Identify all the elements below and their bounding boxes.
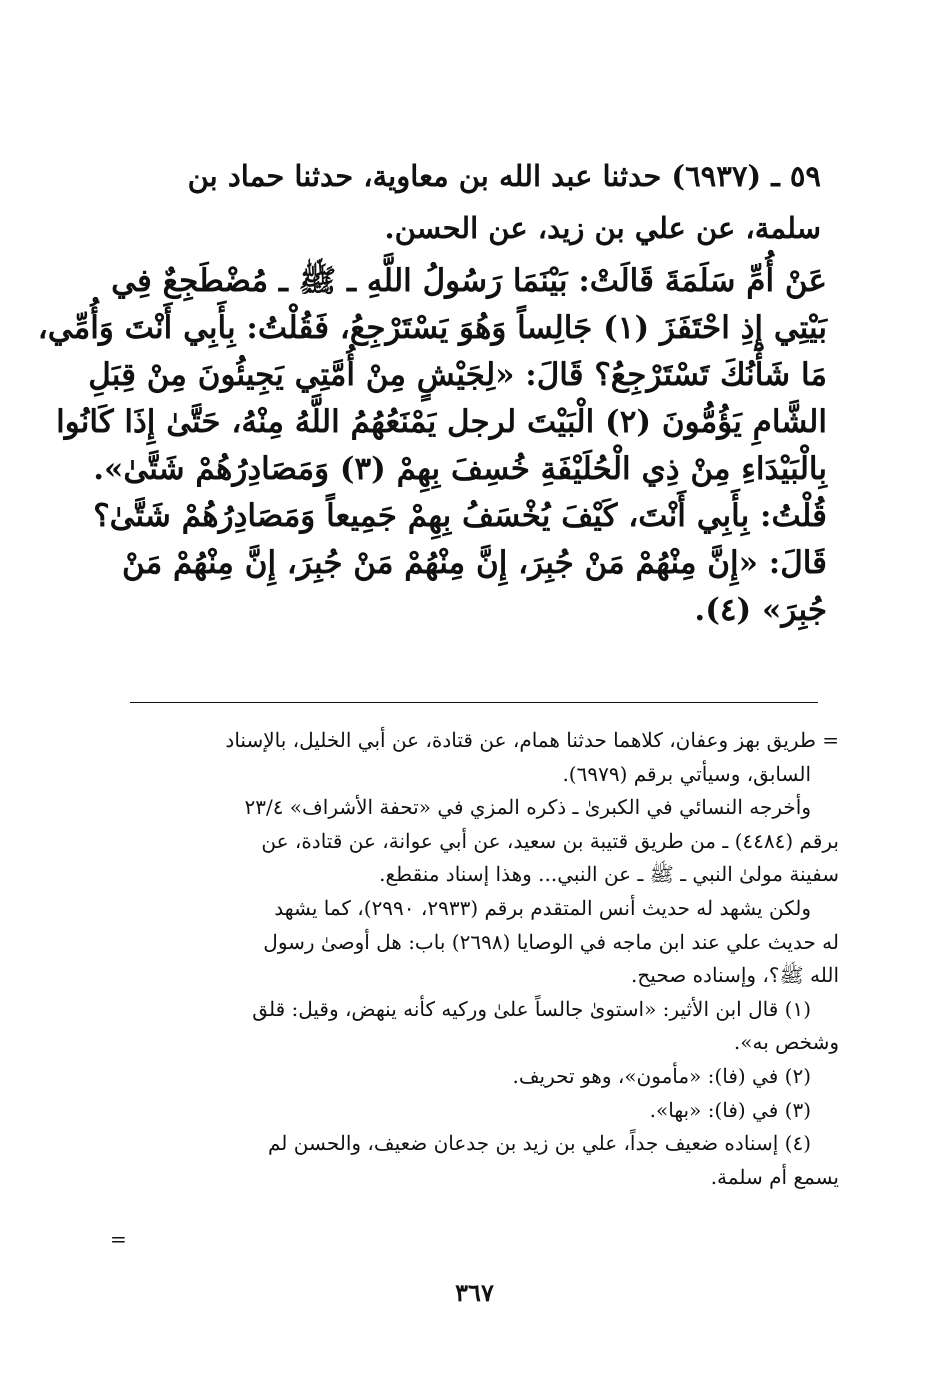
footnote-nasai-line: سفينة مولىٰ النبي ـ ﷺ ـ عن النبي... وهذا إسناد منقطع. [379,862,839,887]
hadith-line: بَيْتِي إِذِ احْتَفَزَ (١) جَالِساً وَهُوَ يَسْتَرْجِعُ، فَقُلْتُ: بِأَبِي أَنْتَ وَأُمِّي، [37,310,827,346]
footnote-4: (٤) إسناده ضعيف جداً، علي بن زيد بن جدعان ضعيف، والحسن لم [268,1131,811,1156]
hadith-line: عَنْ أُمِّ سَلَمَةَ قَالَتْ: بَيْنَمَا رَسُولُ اللَّهِ ـ ﷺ ـ مُضْطَجِعٌ فِي [111,263,827,299]
chain-line: سلمة، عن علي بن زيد، عن الحسن. [384,211,821,245]
hadith-line: جُبِرَ» (٤). [694,592,827,628]
hadith-line: قُلْتُ: بِأَبِي أَنْتَ، كَيْفَ يُخْسَفُ بِهِمْ جَمِيعاً وَمَصَادِرُهُمْ شَتَّىٰ؟ [93,498,827,534]
footnote-nasai-line: برقم (٤٤٨٤) ـ من طريق قتيبة بن سعيد، عن أبي عوانة، عن قتادة، عن [261,828,839,853]
footnote-1-continued: وشخص به». [733,1030,839,1055]
footnote-witness-line: ولكن يشهد له حديث أنس المتقدم برقم (٢٩٣٣، ٢٩٩٠)، كما يشهد [274,895,811,920]
footnote-2: (٢) في (فا): «مأمون»، وهو تحريف. [512,1063,811,1088]
page-number: ٣٦٧ [455,1278,494,1307]
continuation-mark: = [110,1227,127,1251]
hadith-line: بِالْبَيْدَاءِ مِنْ ذِي الْحُلَيْفَةِ خُسِفَ بِهِمْ (٣) وَمَصَادِرُهُمْ شَتَّىٰ». [93,451,827,487]
hadith-line: مَا شَأْنُكَ تَسْتَرْجِعُ؟ قَالَ: «لِجَيْشٍ مِنْ أُمَّتِي يَجِيئُونَ مِنْ قِبَلِ [88,357,827,393]
footnote-4-continued: يسمع أم سلمة. [710,1164,839,1189]
footnote-divider [130,702,818,703]
hadith-text [37,258,827,634]
hadith-chain [121,150,821,254]
footnote-carry-line: = طريق بهز وعفان، كلاهما حدثنا همام، عن قتادة، عن أبي الخليل، بالإسناد [225,728,839,752]
footnotes [119,724,839,1194]
footnote-witness-line: الله ﷺ؟، وإسناده صحيح. [631,963,839,988]
hadith-line: الشَّامِ يَؤُمُّونَ (٢) الْبَيْتَ لرجل يَمْنَعُهُمُ اللَّهُ مِنْهُ، حَتَّىٰ إِذَا كَانُوا [56,404,827,440]
footnote-3: (٣) في (فا): «بها». [649,1097,811,1122]
footnote-witness-line: له حديث علي عند ابن ماجه في الوصايا (٢٦٩٨) باب: هل أوصىٰ رسول [263,929,839,954]
footnote-1: (١) قال ابن الأثير: «استوىٰ جالساً علىٰ وركيه كأنه ينهض، وقيل: قلق [252,996,811,1021]
footnote-nasai-line: وأخرجه النسائي في الكبرىٰ ـ ذكره المزي في «تحفة الأشراف» ٢٣/٤ [244,795,811,820]
footnote-carry-line: السابق، وسيأتي برقم (٦٩٧٩). [562,761,811,786]
chain-line: ٥٩ ـ (٦٩٣٧) حدثنا عبد الله بن معاوية، حدثنا حماد بن [187,159,821,193]
hadith-line: قَالَ: «إِنَّ مِنْهُمْ مَنْ جُبِرَ، إِنَّ مِنْهُمْ مَنْ جُبِرَ، إِنَّ مِنْهُمْ مَنْ [122,545,827,581]
